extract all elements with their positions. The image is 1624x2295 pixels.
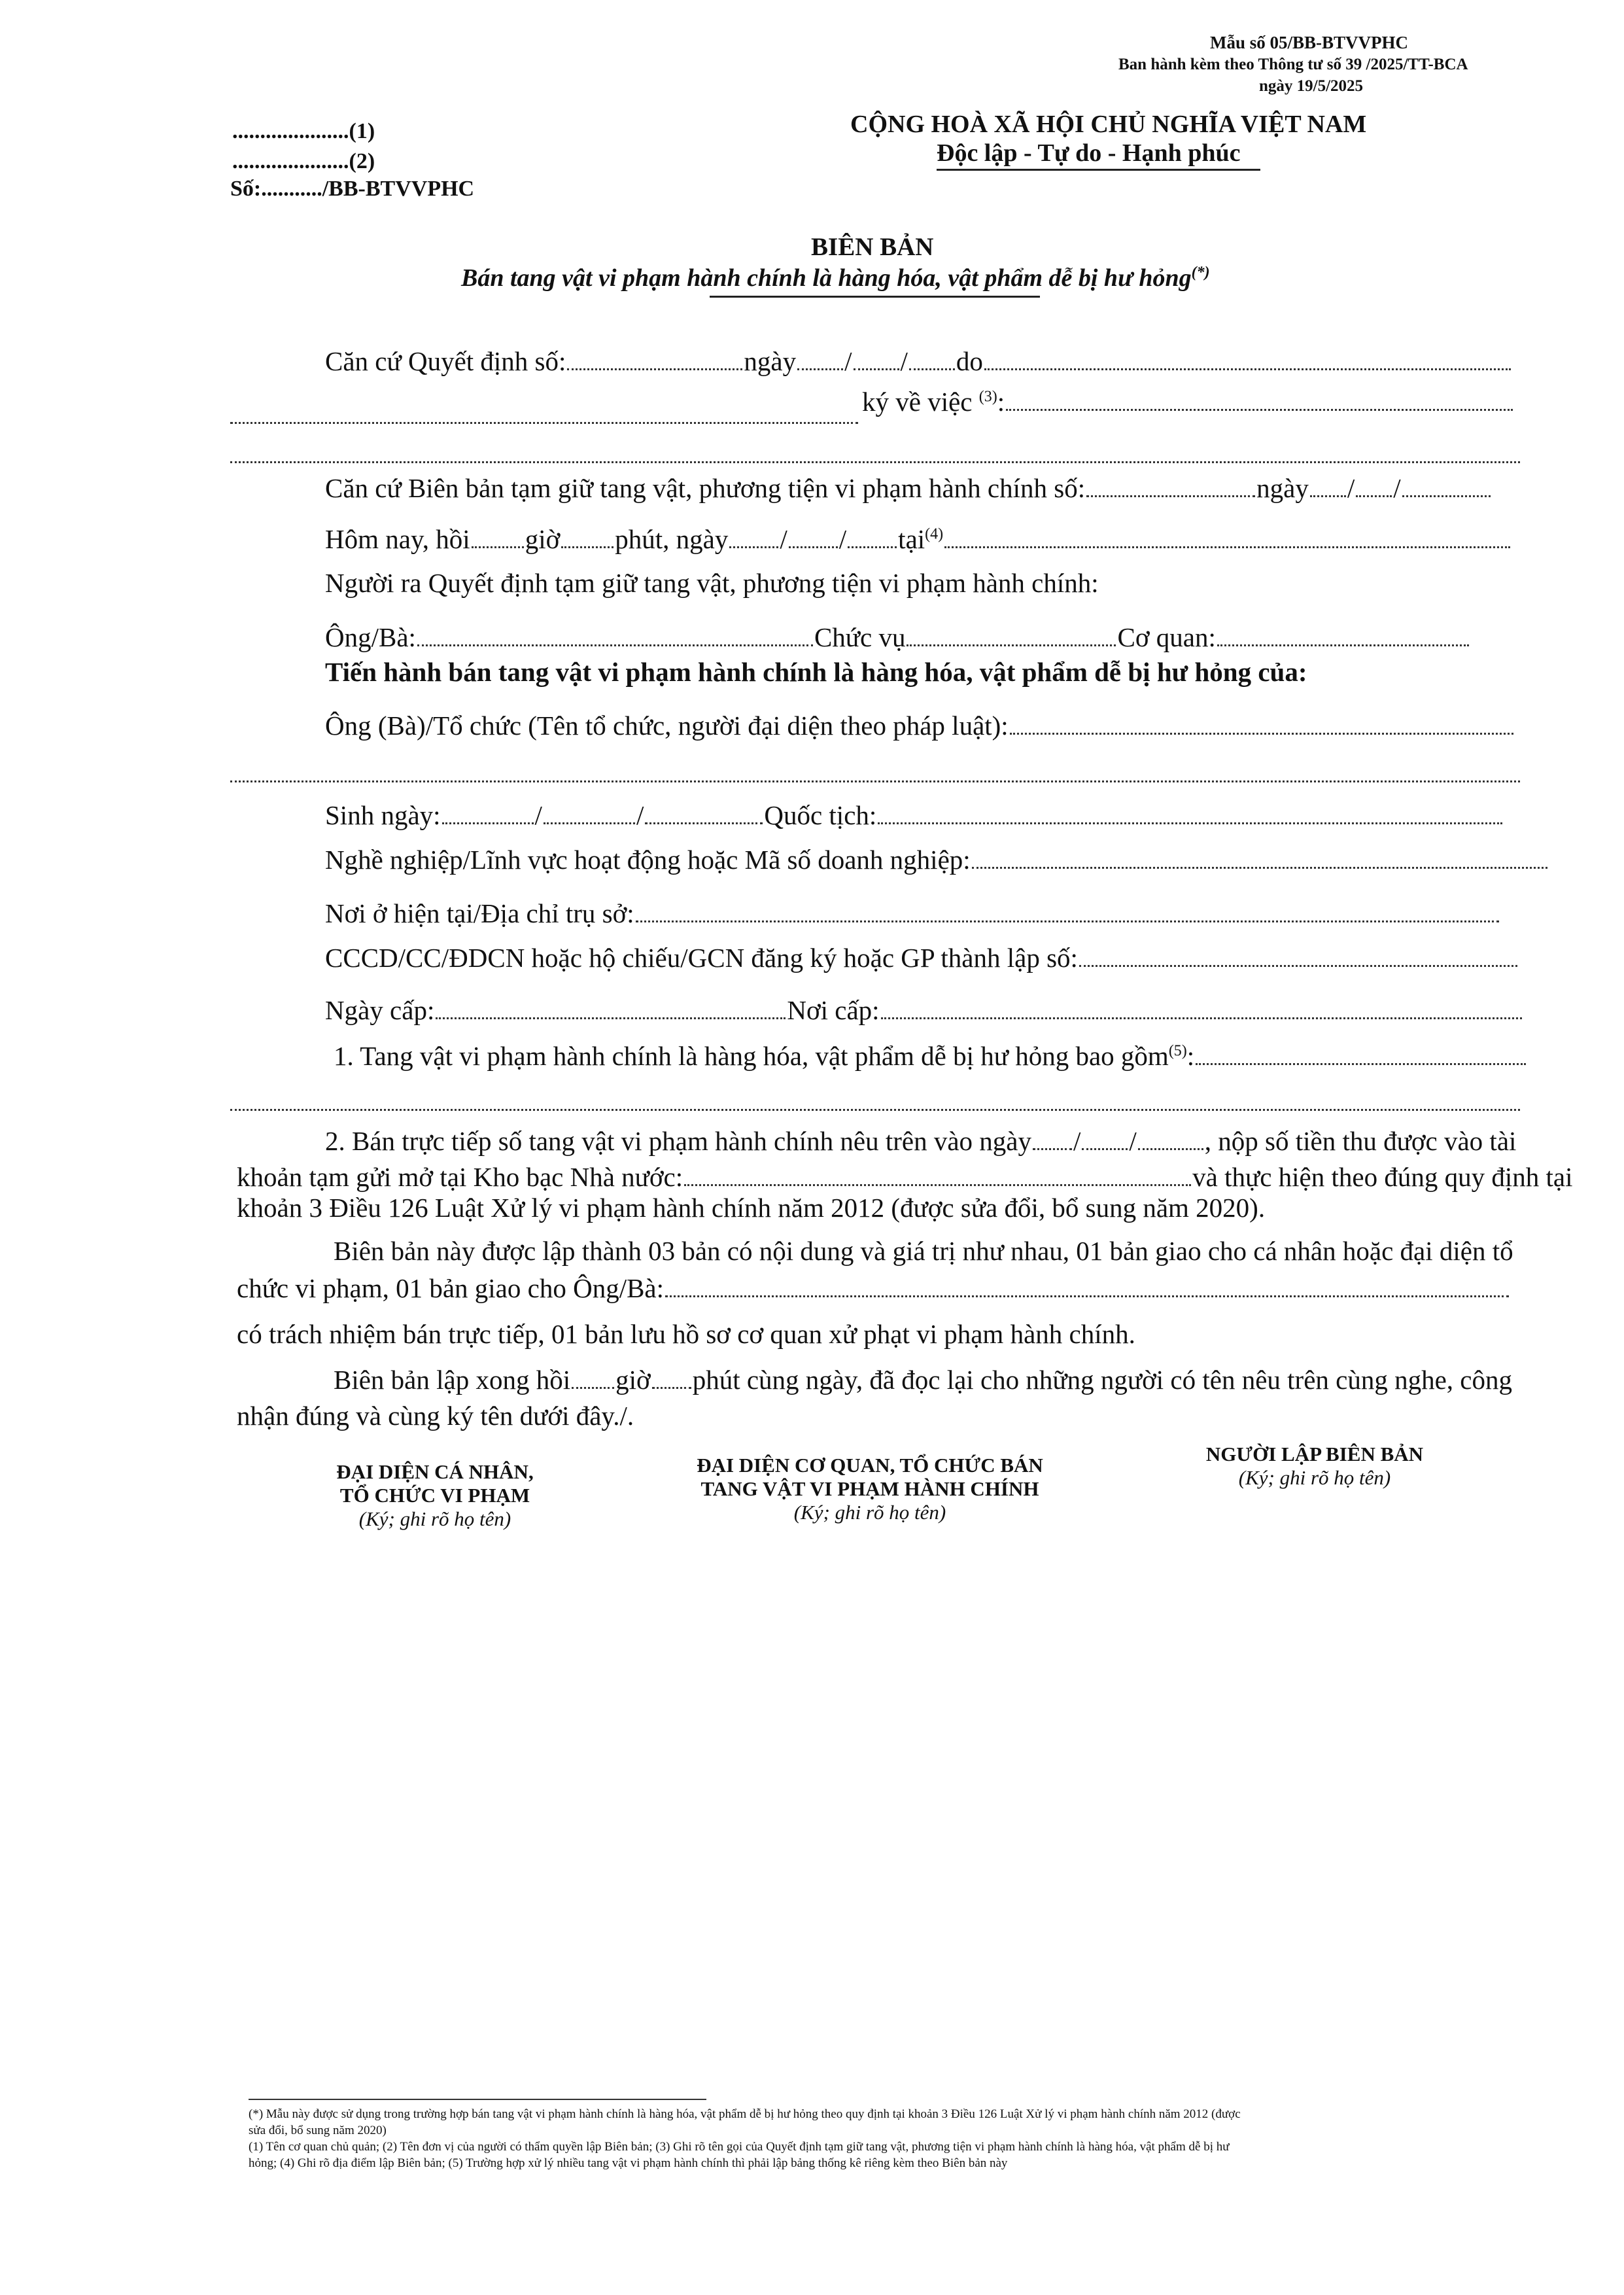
copies-line-1: Biên bản này được lập thành 03 bản có nội dung và giá trị như nhau, 01 bản giao cho cá nhân hoặc đại diện tổ [334,1236,1513,1266]
time-place-row: Hôm nay, hồi giờ phút, ngày / / tại$^{(4)}$ [325,523,1512,555]
agency-line-1: .....................(1) [232,119,375,143]
birth-nationality-row: Sinh ngày: / / Quốc tịch: [325,799,1504,831]
closing-line-2: nhận đúng và cùng ký tên dưới đây./. [237,1401,634,1431]
item-2-line-2: khoản tạm gửi mở tại Kho bạc Nhà nước: và thực hiện theo đúng quy định tại [237,1162,1573,1192]
document-subtitle: Bán tang vật vi phạm hành chính là hàng hóa, vật phẩm dễ bị hư hỏng(*) [461,264,1210,292]
footnote-divider [249,2099,706,2100]
id-document-row: CCCD/CC/ĐDCN hoặc hộ chiếu/GCN đăng ký hoặc GP thành lập số: [325,942,1519,973]
owner-name-row: Ông (Bà)/Tổ chức (Tên tổ chức, người đại diện theo pháp luật): [325,710,1515,741]
item-2-line-1: 2. Bán trực tiếp số tang vật vi phạm hành chính nêu trên vào ngày / / , nộp số tiền thu được vào tài [325,1126,1517,1156]
blank-line-2 [230,780,1520,782]
decision-maker-label: Người ra Quyết định tạm giữ tang vật, phương tiện vi phạm hành chính: [325,568,1099,598]
subtitle-underline [710,296,1040,298]
footnote-1-cont: sửa đổi, bổ sung năm 2020) [249,2124,387,2137]
motto: Độc lập - Tự do - Hạnh phúc [937,139,1241,167]
item-1-row: 1. Tang vật vi phạm hành chính là hàng hóa, vật phẩm dễ bị hư hỏng bao gồm$^{(5)}$: [334,1040,1527,1072]
closing-line-1: Biên bản lập xong hồi giờ phút cùng ngày, đã đọc lại cho những người có tên nêu trên cùng nghe, công [334,1365,1512,1395]
signature-record-maker: NGƯỜI LẬP BIÊN BẢN (Ký; ghi rõ họ tên) [1205,1443,1424,1489]
decision-number-row: Căn cứ Quyết định số: ngày / / do [325,345,1512,377]
occupation-row: Nghề nghiệp/Lĩnh vực hoạt động hoặc Mã số doanh nghiệp: [325,844,1549,875]
footnote-1: (*) Mẫu này được sử dụng trong trường hợp bán tang vật vi phạm hành chính là hàng hóa, vật phẩm dễ bị hư hỏng theo quy định tại khoản 3 Điều 126 Luật Xử lý vi phạm hành chính năm 2012 (được [249,2107,1241,2121]
item-2-line-3: khoản 3 Điều 126 Luật Xử lý vi phạm hành chính năm 2012 (được sửa đổi, bổ sung năm 2020). [237,1193,1266,1223]
copies-line-2: chức vi phạm, 01 bản giao cho Ông/Bà: [237,1272,1510,1304]
issued-with: Ban hành kèm theo Thông tư số 39 /2025/TT-BCA [1118,56,1468,73]
blank-line-1 [230,461,1520,463]
sale-owner-heading: Tiến hành bán tang vật vi phạm hành chính là hàng hóa, vật phẩm dễ bị hư hỏng của: [325,657,1307,687]
address-row: Nơi ở hiện tại/Địa chỉ trụ sở: [325,898,1500,929]
seizure-record-row: Căn cứ Biên bản tạm giữ tang vật, phương tiện vi phạm hành chính số: ngày / / [325,472,1492,504]
decision-maker-row: Ông/Bà: Chức vụ Cơ quan: [325,622,1470,653]
agency-line-2: .....................(2) [232,149,375,173]
blank-line-3 [230,1109,1520,1111]
footnote-2: (1) Tên cơ quan chủ quản; (2) Tên đơn vị của người có thẩm quyền lập Biên bản; (3) Ghi rõ tên gọi của Quyết định tạm giữ tang vật, phương tiện vi phạm hành chính là hàng hóa, vật phẩm dễ bị hư [249,2140,1230,2154]
copies-line-3: có trách nhiệm bán trực tiếp, 01 bản lưu hồ sơ cơ quan xử phạt vi phạm hành chính. [237,1319,1135,1349]
issued-date: ngày 19/5/2025 [1259,77,1364,95]
signature-seller-agency: ĐẠI DIỆN CƠ QUAN, TỔ CHỨC BÁN TANG VẬT VI PHẠM HÀNH CHÍNH (Ký; ghi rõ họ tên) [697,1454,1043,1524]
motto-underline [937,169,1260,171]
issue-date-place-row: Ngày cấp: Nơi cấp: [325,994,1523,1026]
document-number: Số:.........../BB-BTVVPHC [230,177,475,201]
signature-violator: ĐẠI DIỆN CÁ NHÂN, TỔ CHỨC VI PHẠM (Ký; ghi rõ họ tên) [336,1460,534,1530]
decision-dots-line [230,422,858,424]
footnote-2-cont: hỏng; (4) Ghi rõ địa điểm lập Biên bản; (5) Trường hợp xử lý nhiều tang vật vi phạm hành chính thì phải lập bảng thống kê riêng kèm theo Biên bản này [249,2156,1008,2170]
form-code: Mẫu số 05/BB-BTVVPHC [1210,33,1409,52]
country-name: CỘNG HOÀ XÃ HỘI CHỦ NGHĨA VIỆT NAM [850,111,1367,138]
document-title: BIÊN BẢN [811,233,934,261]
decision-subject-row: ký về việc $^{(3)}$: [862,386,1514,417]
